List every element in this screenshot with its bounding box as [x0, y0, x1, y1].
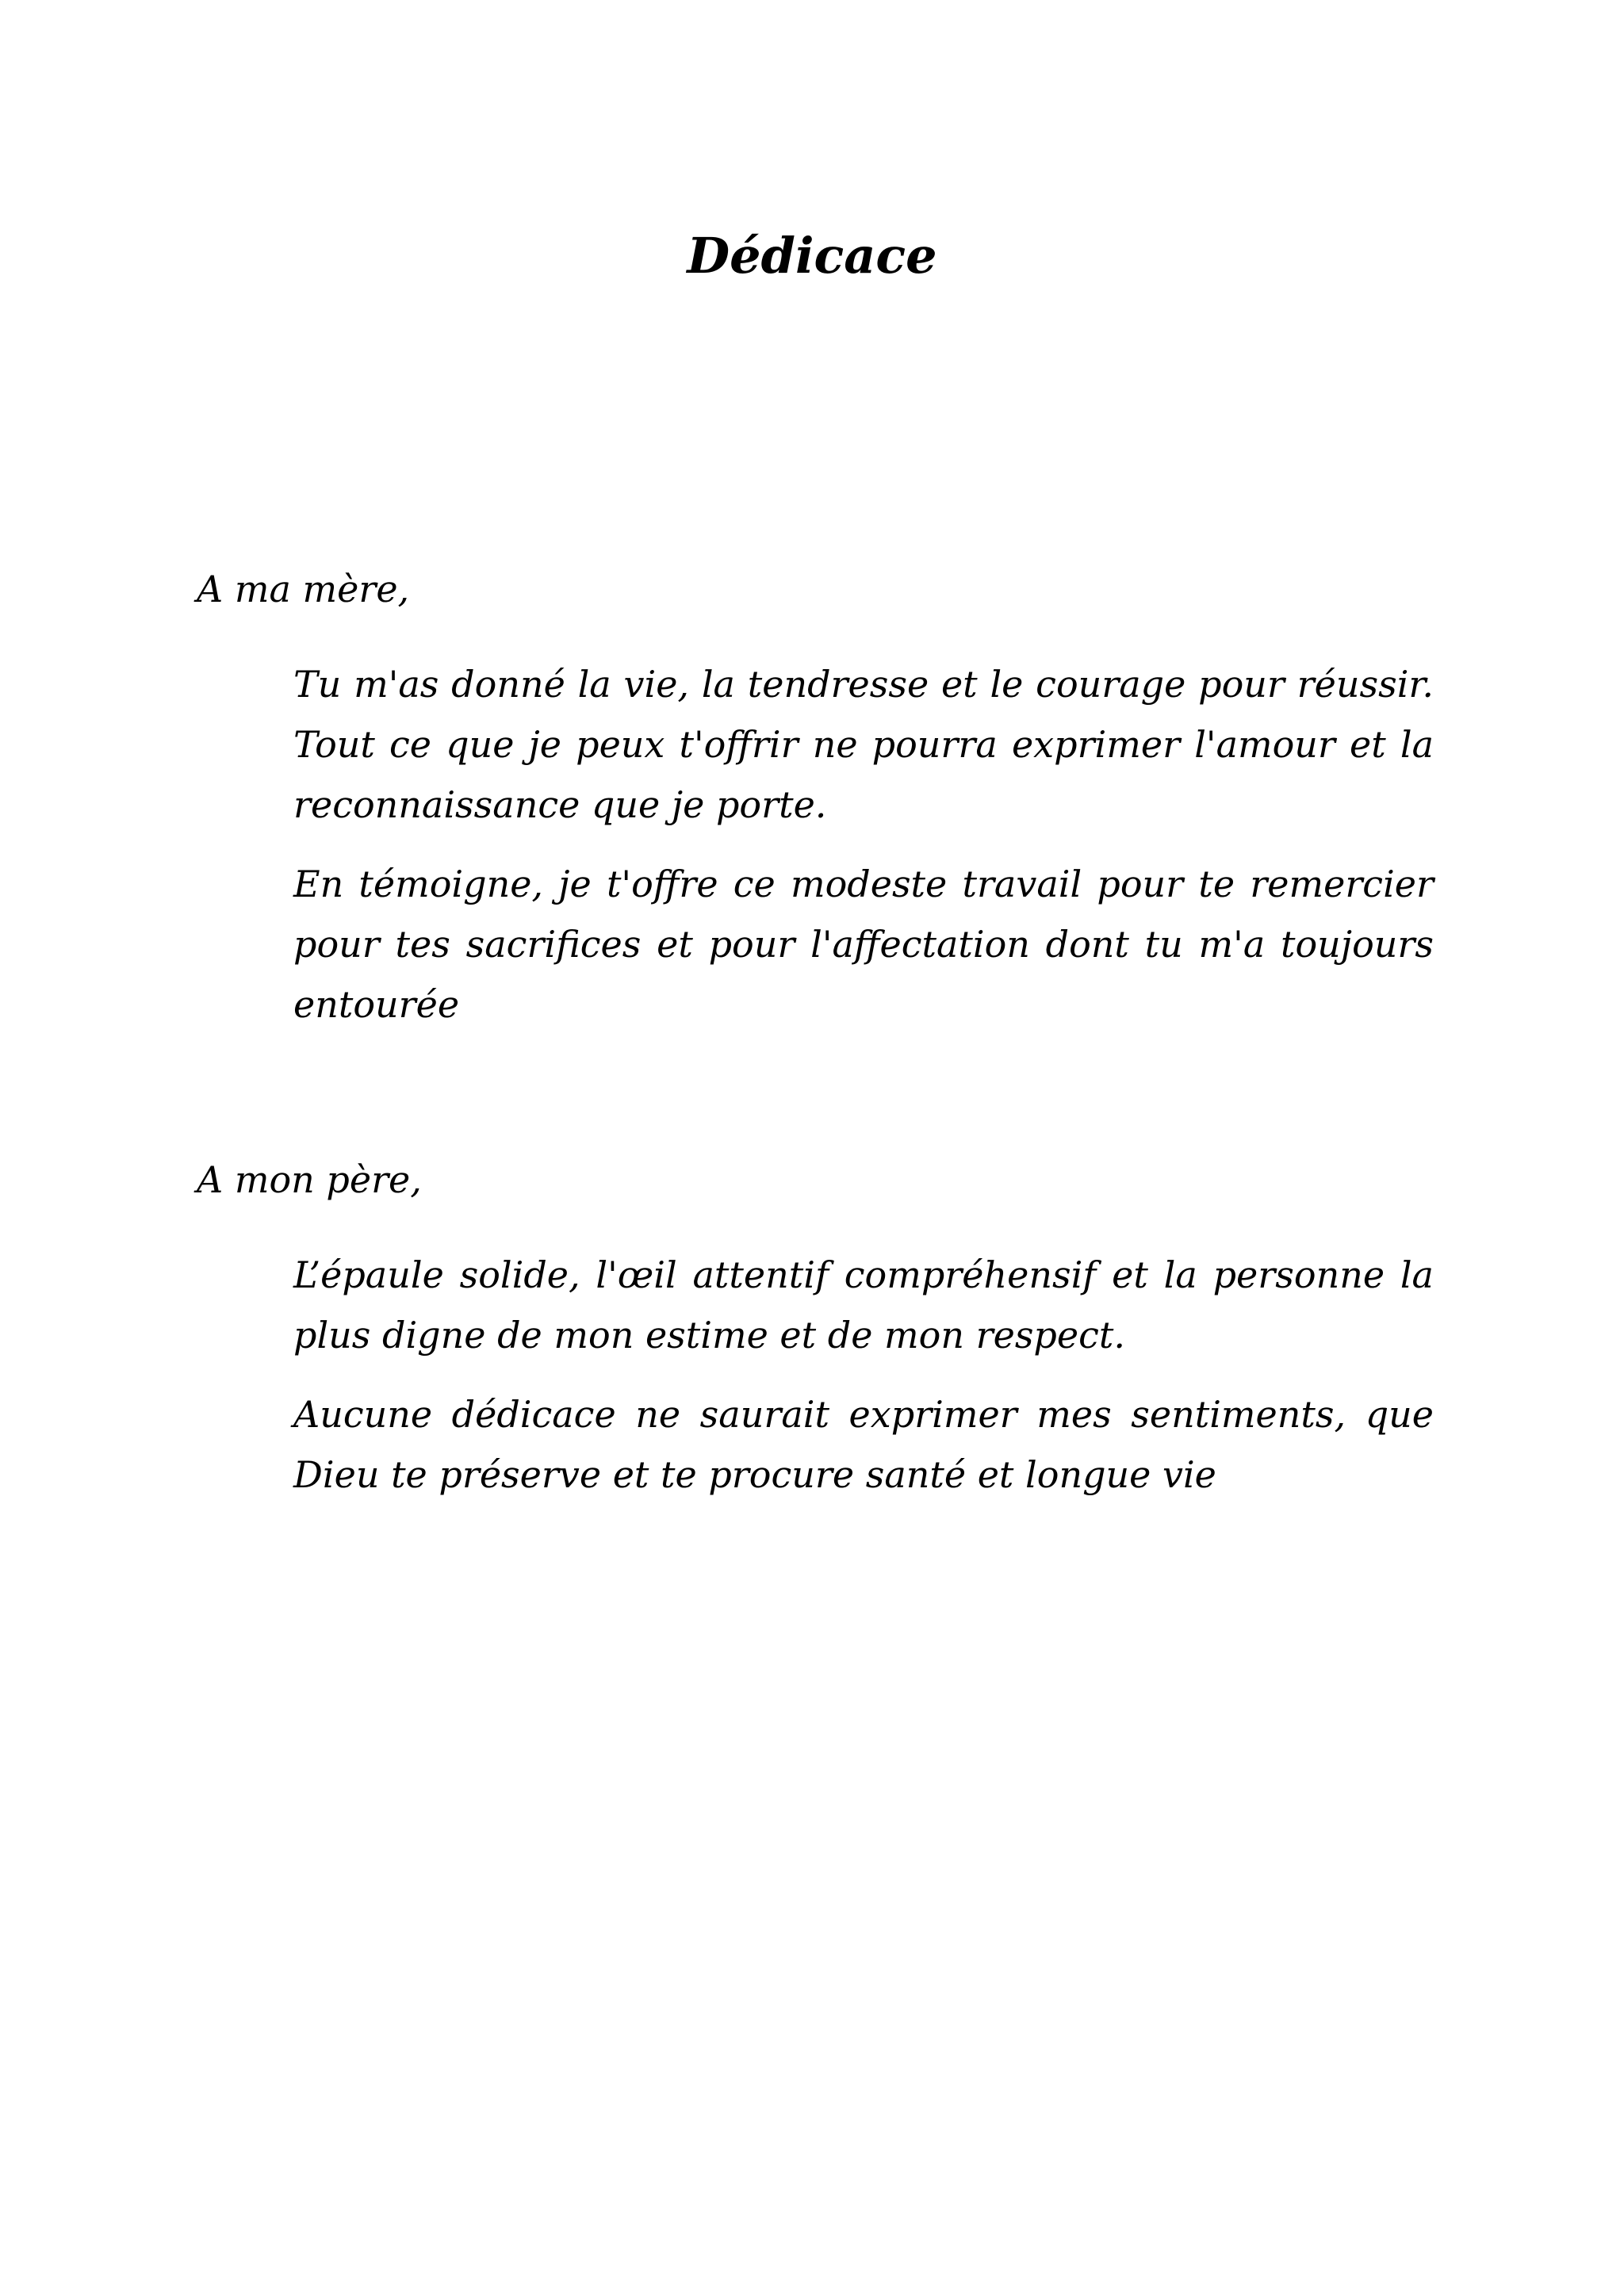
dedication-section-father — [197, 1150, 1434, 1524]
salutation-mother: A ma mère, — [197, 568, 410, 610]
paragraph-father-1: L’épaule solide, l'œil attentif compréhensif et la personne la plus digne de mon estime et de mon respect. — [293, 1253, 1434, 1357]
salutation-father: A mon père, — [197, 1158, 422, 1201]
paragraph-mother-2: En témoigne, je t'offre ce modeste travail pour te remercier pour tes sacrifices et pour l'affectation dont tu m'a toujours entourée — [293, 863, 1434, 1026]
paragraph-mother-1: Tu m'as donné la vie, la tendresse et le courage pour réussir. Tout ce que je peux t'offrir ne pourra exprimer l'amour et la reconnaissance que je porte. — [293, 663, 1434, 826]
page-title: Dédicace — [687, 227, 937, 285]
dedication-section-mother — [197, 559, 1434, 1054]
paragraph-father-2: Aucune dédicace ne saurait exprimer mes sentiments, que Dieu te préserve et te procure santé et longue vie — [293, 1393, 1434, 1496]
